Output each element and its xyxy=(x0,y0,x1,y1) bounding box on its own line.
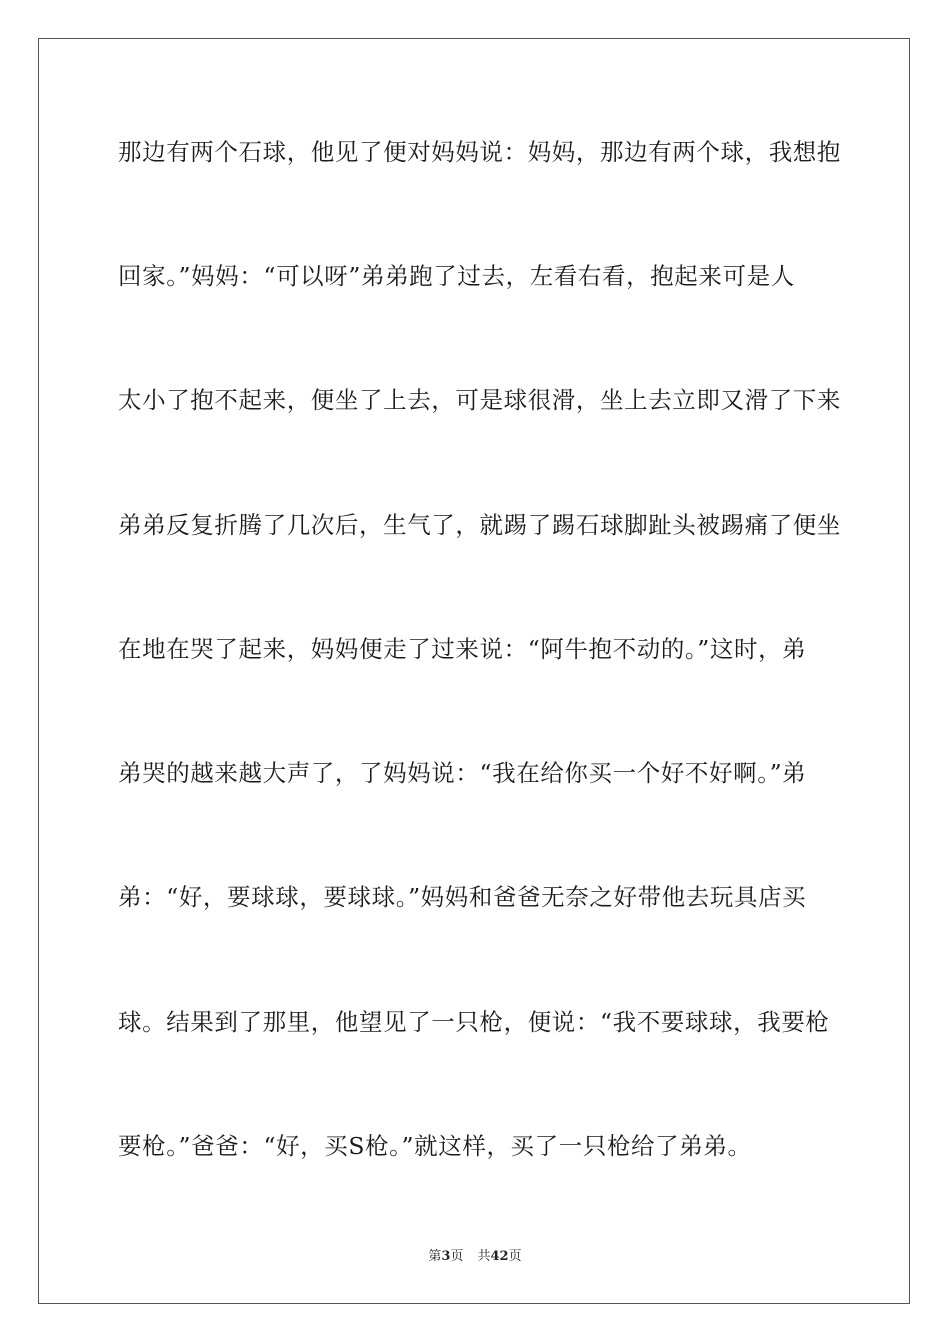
total-prefix: 共 xyxy=(477,1249,491,1264)
total-pages: 42 xyxy=(490,1249,509,1264)
text-line-1: 那边有两个石球，他见了便对妈妈说：妈妈，那边有两个球，我想抱 xyxy=(118,138,841,166)
text-line-2: 回家。”妈妈：“可以呀”弟弟跑了过去，左看右看，抱起来可是人 xyxy=(118,262,795,290)
text-line-7: 弟：“好，要球球，要球球。”妈妈和爸爸无奈之好带他去玩具店买 xyxy=(118,883,807,911)
page-prefix: 第 xyxy=(428,1249,442,1264)
text-line-8: 球。结果到了那里，他望见了一只枪，便说：“我不要球球，我要枪 xyxy=(118,1008,830,1036)
text-line-3: 太小了抱不起来，便坐了上去，可是球很滑，坐上去立即又滑了下来 xyxy=(118,386,841,414)
text-line-5: 在地在哭了起来，妈妈便走了过来说：“阿牛抱不动的。”这时，弟 xyxy=(118,635,807,663)
total-suffix: 页 xyxy=(508,1249,522,1264)
text-line-6: 弟哭的越来越大声了，了妈妈说：“我在给你买一个好不好啊。”弟 xyxy=(118,759,807,787)
page-number: 3 xyxy=(441,1249,451,1264)
text-line-9: 要枪。”爸爸：“好，买S枪。”就这样，买了一只枪给了弟弟。 xyxy=(118,1132,752,1160)
page-border xyxy=(38,38,910,1304)
page-suffix: 页 xyxy=(450,1249,464,1264)
text-line-4: 弟弟反复折腾了几次后，生气了，就踢了踢石球脚趾头被踢痛了便坐 xyxy=(118,511,841,539)
page-footer xyxy=(0,1248,950,1266)
